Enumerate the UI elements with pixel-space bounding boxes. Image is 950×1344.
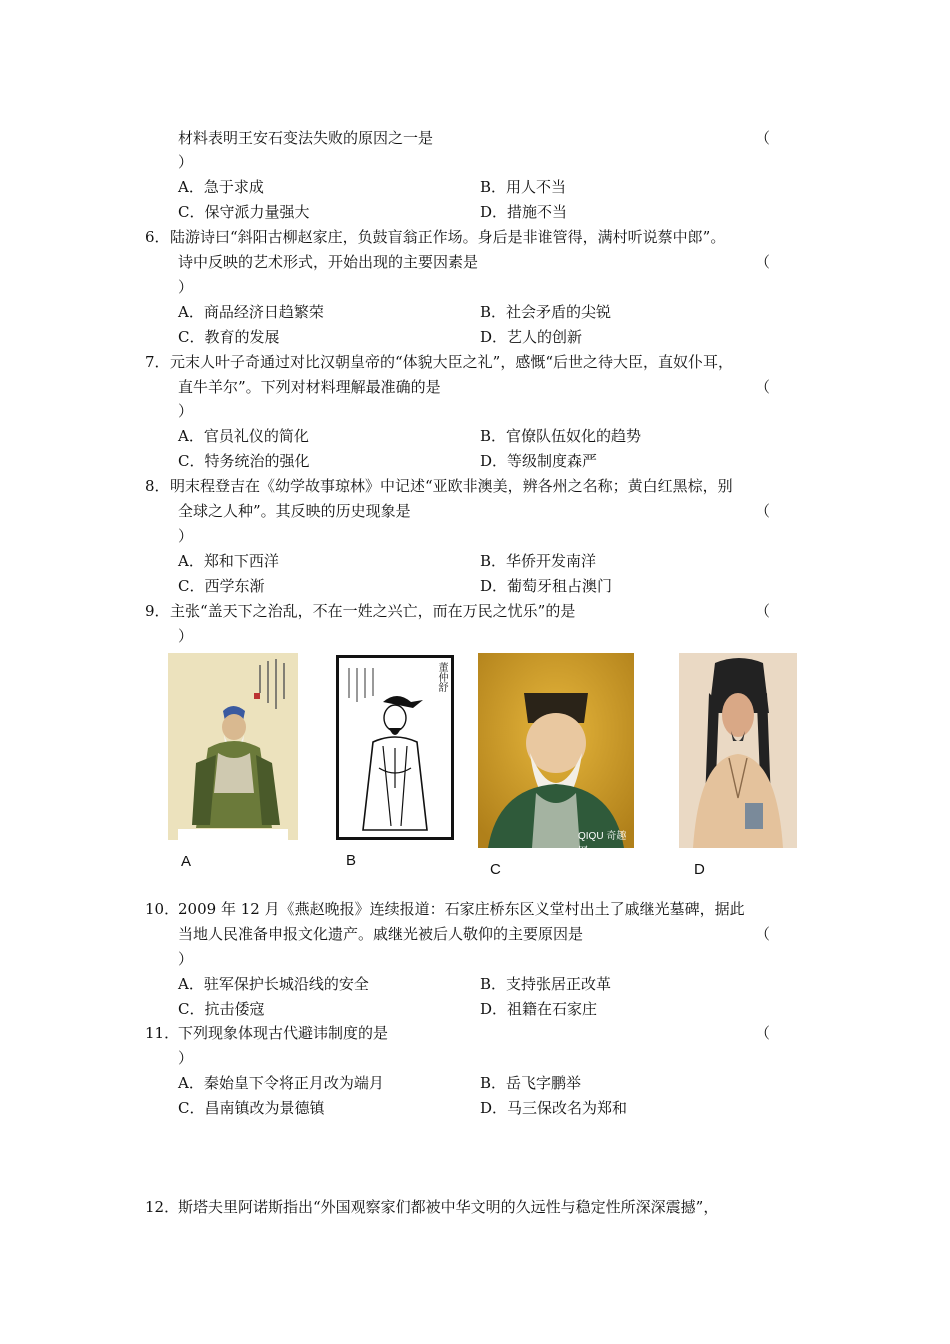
- q11-option-d: D．马三保改名为郑和: [480, 1099, 628, 1117]
- q10-line1: 2009 年 12 月《燕赵晚报》连续报道：石家庄桥东区义堂村出土了戚继光墓碑，据此: [178, 900, 745, 918]
- q5-paren-close: ）: [178, 153, 194, 171]
- q6-paren-open: （: [755, 253, 771, 271]
- q11-number: 11．: [145, 1024, 180, 1042]
- portrait-d-label: D: [694, 861, 705, 878]
- q11-option-c: C．昌南镇改为景德镇: [178, 1099, 325, 1117]
- q6-option-c: C．教育的发展: [178, 328, 280, 346]
- portrait-a-image: [168, 653, 298, 840]
- q6-option-b: B．社会矛盾的尖锐: [480, 303, 612, 321]
- q8-option-b: B．华侨开发南洋: [480, 552, 597, 570]
- q11-option-a: A．秦始皇下令将正月改为端月: [178, 1074, 384, 1092]
- q8-number: 8．: [145, 477, 170, 495]
- q9-paren-open: （: [755, 602, 771, 620]
- q10-option-d: D．祖籍在石家庄: [480, 1000, 598, 1018]
- portrait-b-caption: 董仲舒: [436, 662, 447, 692]
- portrait-c-image: [478, 653, 634, 857]
- q10-paren-open: （: [755, 925, 771, 943]
- q11-paren-open: （: [755, 1024, 771, 1042]
- q7-option-b: B．官僚队伍奴化的趋势: [480, 427, 642, 445]
- q12-number: 12．: [145, 1198, 180, 1216]
- q5-option-a: A．急于求成: [178, 178, 264, 196]
- q7-option-a: A．官员礼仪的简化: [178, 427, 309, 445]
- q7-paren-close: ）: [178, 402, 194, 420]
- q8-option-d: D．葡萄牙租占澳门: [480, 577, 613, 595]
- portrait-b-graphic: [339, 658, 451, 837]
- q7-paren-open: （: [755, 378, 771, 396]
- q7-option-c: C．特务统治的强化: [178, 452, 310, 470]
- q5-option-c: C．保守派力量强大: [178, 203, 310, 221]
- q6-option-d: D．艺人的创新: [480, 328, 583, 346]
- q7-line2: 直牛羊尔”。下列对材料理解最准确的是: [178, 378, 441, 396]
- q5-option-b: B．用人不当: [480, 178, 567, 196]
- q9-paren-close: ）: [178, 627, 194, 645]
- q10-paren-close: ）: [178, 950, 194, 968]
- q6-option-a: A．商品经济日趋繁荣: [178, 303, 324, 321]
- q11-option-b: B．岳飞字鹏举: [480, 1074, 582, 1092]
- q6-paren-close: ）: [178, 278, 194, 296]
- q12-line1: 斯塔夫里阿诺斯指出“外国观察家们都被中华文明的久远性与稳定性所深深震撼”，: [178, 1198, 719, 1216]
- q8-paren-open: （: [755, 502, 771, 520]
- q5-option-d: D．措施不当: [480, 203, 568, 221]
- portrait-c-label: C: [490, 861, 501, 878]
- q7-number: 7．: [145, 353, 170, 371]
- q9-number: 9．: [145, 602, 170, 620]
- q5-stem: 材料表明王安石变法失败的原因之一是: [178, 129, 434, 147]
- q10-line2: 当地人民准备申报文化遗产。戚继光被后人敬仰的主要原因是: [178, 925, 584, 943]
- q7-line1: 元末人叶子奇通过对比汉朝皇帝的“体貌大臣之礼”，感慨“后世之待大臣，直奴仆耳，: [170, 353, 734, 371]
- q10-number: 10．: [145, 900, 180, 918]
- q8-line2: 全球之人种”。其反映的历史现象是: [178, 502, 411, 520]
- q9-line1: 主张“盖天下之治乱，不在一姓之兴亡，而在万民之忧乐”的是: [170, 602, 576, 620]
- q10-option-c: C．抗击倭寇: [178, 1000, 265, 1018]
- q10-option-b: B．支持张居正改革: [480, 975, 612, 993]
- q8-line1: 明末程登吉在《幼学故事琼林》中记述“亚欧非澳美，辨各州之名称；黄白红黑棕，别: [170, 477, 733, 495]
- q7-option-d: D．等级制度森严: [480, 452, 598, 470]
- q6-number: 6．: [145, 228, 170, 246]
- portrait-c-watermark: QIQU 奇趣网: [578, 831, 627, 857]
- q5-paren-open: （: [755, 129, 771, 147]
- portrait-b-image: [336, 655, 454, 840]
- q8-option-c: C．西学东渐: [178, 577, 265, 595]
- portrait-a-label: A: [181, 853, 192, 870]
- q8-paren-close: ）: [178, 527, 194, 545]
- portrait-b-label: B: [346, 852, 357, 869]
- q6-line1: 陆游诗曰“斜阳古柳赵家庄，负鼓盲翁正作场。身后是非谁管得，满村听说蔡中郎”。: [170, 228, 726, 246]
- q8-option-a: A．郑和下西洋: [178, 552, 279, 570]
- portrait-a-graphic: [168, 653, 298, 840]
- portrait-c-graphic: [478, 653, 634, 848]
- portrait-d-graphic: [679, 653, 797, 848]
- portrait-d-image: [679, 653, 797, 848]
- q6-line2: 诗中反映的艺术形式，开始出现的主要因素是: [178, 253, 479, 271]
- q11-paren-close: ）: [178, 1049, 194, 1067]
- q10-option-a: A．驻军保护长城沿线的安全: [178, 975, 369, 993]
- q11-line1: 下列现象体现古代避讳制度的是: [178, 1024, 389, 1042]
